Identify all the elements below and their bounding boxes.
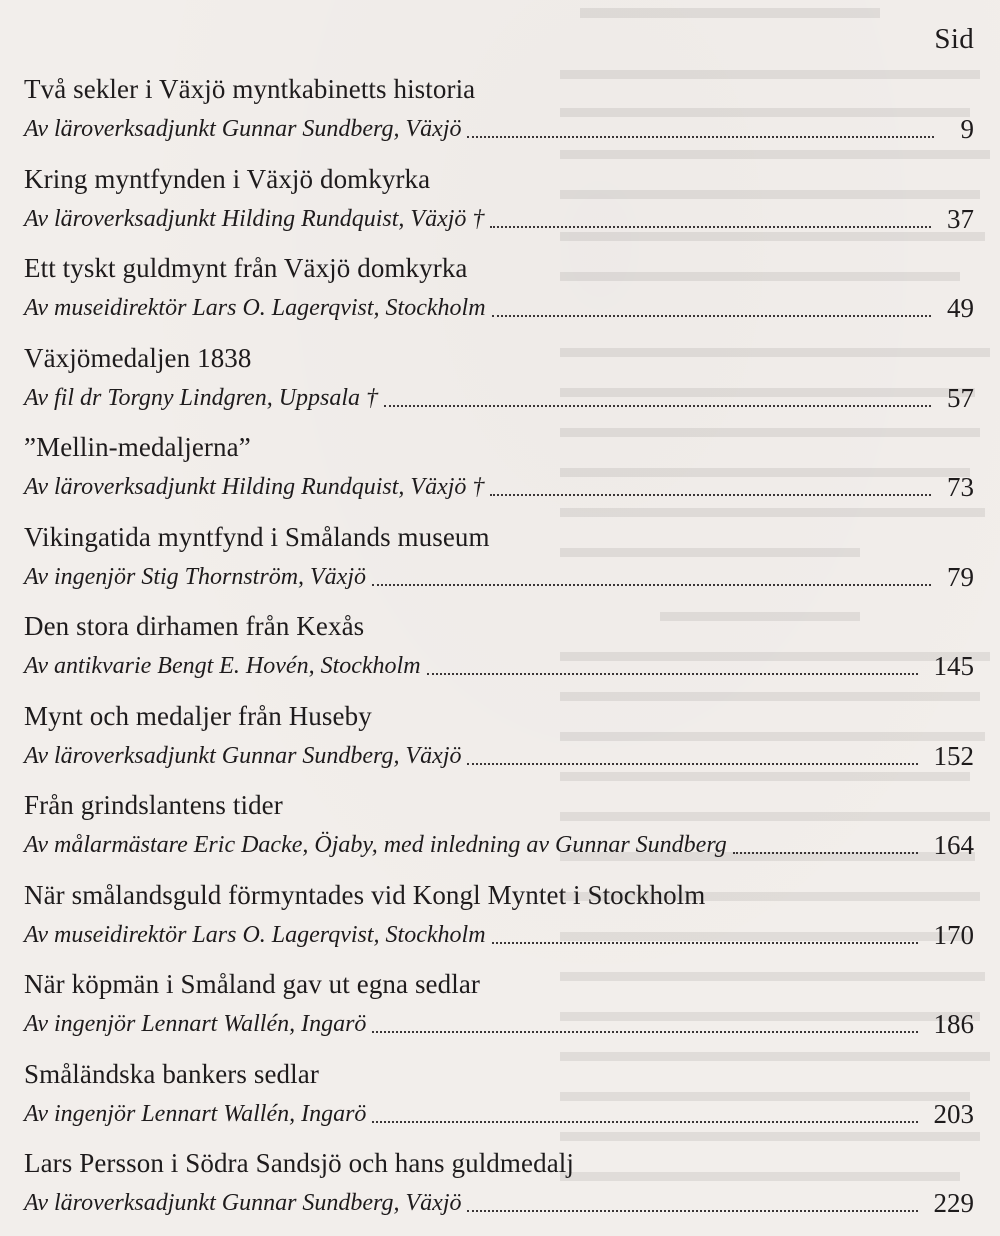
entry-author: Av läroverksadjunkt Hilding Rundquist, Växjö † [24, 474, 485, 500]
page-number: 170 [933, 919, 974, 950]
dot-leader [492, 942, 918, 944]
entry-author: Av museidirektör Lars O. Lagerqvist, Stockholm [24, 921, 486, 948]
entry-author: Av fil dr Torgny Lindgren, Uppsala † [24, 384, 379, 411]
entry-author: Av läroverksadjunkt Hilding Rundquist, Växjö † [24, 205, 485, 232]
author-line [24, 826, 974, 862]
toc-entry [24, 1057, 974, 1147]
entry-title: När smålandsguld förmyntades vid Kongl Myntet i Stockholm [24, 879, 706, 910]
toc-entry [24, 699, 974, 789]
entry-author: Av ingenjör Stig Thornström, Växjö [24, 563, 366, 590]
page-number: 9 [960, 114, 974, 144]
author-line [24, 916, 974, 952]
entry-author: Av läroverksadjunkt Gunnar Sundberg, Växjö [24, 742, 462, 769]
page-number: 37 [947, 203, 974, 234]
entry-author: Av läroverksadjunkt Gunnar Sundberg, Växjö [24, 1190, 462, 1216]
page-number: 229 [933, 1188, 974, 1218]
toc-entry [24, 967, 974, 1057]
toc-entry [24, 72, 974, 162]
page-number: 79 [947, 561, 974, 592]
author-line [24, 558, 974, 594]
entry-title: Lars Persson i Södra Sandsjö och hans guldmedalj [24, 1148, 574, 1178]
dot-leader [372, 1031, 917, 1033]
author-line [24, 1005, 974, 1041]
dot-leader [384, 405, 931, 407]
dot-leader [492, 315, 931, 317]
toc-entry [24, 430, 974, 520]
entry-author: Av ingenjör Lennart Wallén, Ingarö [24, 1100, 367, 1127]
entry-title: När köpmän i Småland gav ut egna sedlar [24, 969, 481, 999]
table-of-contents [24, 72, 974, 1236]
page-number: 49 [947, 293, 974, 323]
entry-title: Vikingatida myntfynd i Smålands museum [24, 521, 490, 552]
entry-author: Av läroverksadjunkt Gunnar Sundberg, Växjö [24, 116, 462, 142]
author-line [24, 1095, 974, 1131]
page-number: 73 [947, 472, 974, 502]
entry-author: Av museidirektör Lars O. Lagerqvist, Stockholm [24, 295, 486, 321]
page-column-header: Sid [934, 23, 974, 55]
entry-title: Ett tyskt guldmynt från Växjö domkyrka [24, 253, 468, 283]
dot-leader [467, 1210, 917, 1212]
dot-leader [733, 852, 918, 854]
page-number: 152 [933, 740, 974, 771]
dot-leader [427, 673, 918, 675]
toc-entry [24, 609, 974, 699]
author-line [24, 1184, 974, 1220]
author-line [24, 379, 974, 415]
dot-leader [372, 1121, 917, 1123]
author-line [24, 647, 974, 683]
page-number: 57 [947, 382, 974, 413]
entry-title: ”Mellin-medaljerna” [24, 432, 251, 462]
entry-title: Växjömedaljen 1838 [24, 342, 252, 373]
author-line [24, 468, 974, 504]
entry-title: Småländska bankers sedlar [24, 1058, 319, 1089]
toc-entry [24, 341, 974, 431]
toc-entry [24, 162, 974, 252]
author-line [24, 110, 974, 146]
author-line [24, 737, 974, 773]
author-line [24, 289, 974, 325]
page-number: 145 [933, 651, 974, 681]
toc-entry [24, 520, 974, 610]
dot-leader [467, 136, 934, 138]
dot-leader [467, 763, 917, 765]
page-number: 186 [933, 1009, 974, 1039]
entry-title: Den stora dirhamen från Kexås [24, 611, 365, 641]
entry-author: Av antikvarie Bengt E. Hovén, Stockholm [24, 653, 421, 679]
entry-title: Kring myntfynden i Växjö domkyrka [24, 163, 431, 194]
dot-leader [490, 494, 931, 496]
entry-title: Två sekler i Växjö myntkabinetts historia [24, 74, 476, 104]
dot-leader [372, 584, 931, 586]
page-number: 164 [933, 830, 974, 860]
entry-title: Från grindslantens tider [24, 790, 283, 820]
entry-author: Av målarmästare Eric Dacke, Öjaby, med inledning av Gunnar Sundberg [24, 832, 727, 858]
author-line [24, 200, 974, 236]
entry-author: Av ingenjör Lennart Wallén, Ingarö [24, 1011, 367, 1037]
toc-entry [24, 1146, 974, 1236]
dot-leader [490, 226, 931, 228]
entry-title: Mynt och medaljer från Huseby [24, 700, 372, 731]
toc-entry [24, 251, 974, 341]
toc-entry [24, 878, 974, 968]
toc-entry [24, 788, 974, 878]
page-number: 203 [933, 1098, 974, 1129]
